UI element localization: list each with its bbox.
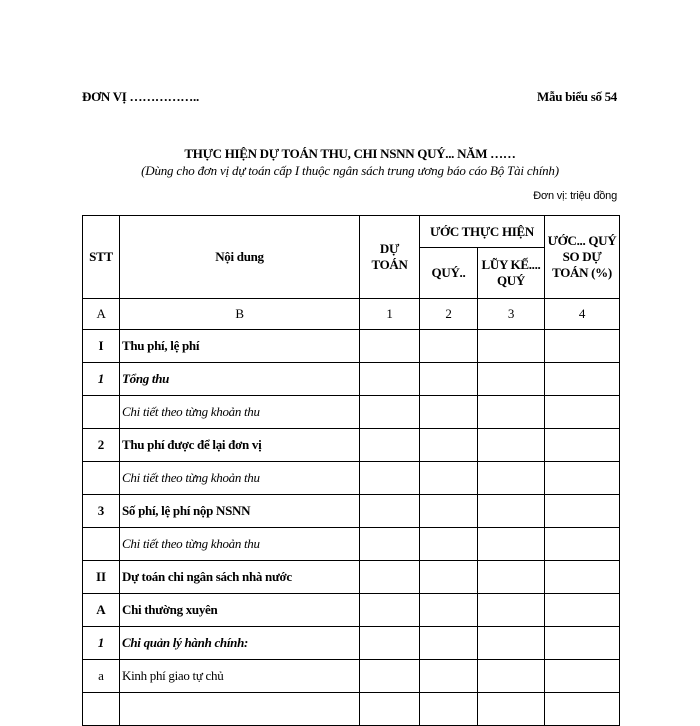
- value-cell: [478, 660, 545, 693]
- value-cell: [360, 462, 420, 495]
- report-subtitle: (Dùng cho đơn vị dự toán cấp I thuộc ngân sách trung ương báo cáo Bộ Tài chính): [141, 163, 559, 178]
- row-content: Thu phí, lệ phí: [120, 330, 360, 363]
- header-row: [83, 216, 620, 248]
- row-stt: [83, 693, 120, 726]
- row-content: Tổng thu: [120, 363, 360, 396]
- table-row: [83, 429, 620, 462]
- value-cell: [478, 693, 545, 726]
- row-stt: 3: [83, 495, 120, 528]
- table-row: [83, 594, 620, 627]
- value-cell: [420, 462, 478, 495]
- value-cell: [360, 363, 420, 396]
- row-stt: 1: [83, 627, 120, 660]
- value-cell: [478, 627, 545, 660]
- table-body: [83, 330, 620, 726]
- table-row: [83, 561, 620, 594]
- value-cell: [420, 660, 478, 693]
- form-number: Mẫu biểu số 54: [537, 89, 617, 104]
- value-cell: [478, 462, 545, 495]
- row-stt: 2: [83, 429, 120, 462]
- value-cell: [545, 528, 620, 561]
- value-cell: [420, 693, 478, 726]
- value-cell: [420, 396, 478, 429]
- column-index: 1: [360, 299, 420, 330]
- column-index-row: [83, 299, 620, 330]
- value-cell: [545, 561, 620, 594]
- value-cell: [420, 528, 478, 561]
- value-cell: [360, 528, 420, 561]
- value-cell: [478, 363, 545, 396]
- row-content: Chi quản lý hành chính:: [120, 627, 360, 660]
- row-content: [120, 693, 360, 726]
- value-cell: [478, 396, 545, 429]
- row-stt: a: [83, 660, 120, 693]
- value-cell: [420, 627, 478, 660]
- header-content: Nội dung: [120, 216, 360, 299]
- value-cell: [360, 396, 420, 429]
- row-content: Chi tiết theo từng khoản thu: [120, 462, 360, 495]
- table-row: [83, 627, 620, 660]
- value-cell: [545, 627, 620, 660]
- row-stt: [83, 396, 120, 429]
- value-cell: [478, 330, 545, 363]
- value-cell: [545, 396, 620, 429]
- row-stt: I: [83, 330, 120, 363]
- row-stt: 1: [83, 363, 120, 396]
- value-cell: [420, 363, 478, 396]
- value-cell: [545, 363, 620, 396]
- table-header: [83, 216, 620, 330]
- row-content: Chi thường xuyên: [120, 594, 360, 627]
- report-table: [82, 215, 620, 726]
- value-cell: [545, 693, 620, 726]
- row-content: Dự toán chi ngân sách nhà nước: [120, 561, 360, 594]
- value-cell: [360, 660, 420, 693]
- value-cell: [478, 561, 545, 594]
- column-index: A: [83, 299, 120, 330]
- value-cell: [478, 429, 545, 462]
- column-index: 4: [545, 299, 620, 330]
- value-cell: [545, 495, 620, 528]
- value-cell: [420, 594, 478, 627]
- value-cell: [545, 330, 620, 363]
- row-content: Chi tiết theo từng khoản thu: [120, 528, 360, 561]
- value-cell: [360, 594, 420, 627]
- header-estimate: DỰ TOÁN: [360, 216, 420, 299]
- value-cell: [478, 528, 545, 561]
- row-content: Thu phí được để lại đơn vị: [120, 429, 360, 462]
- row-stt: [83, 528, 120, 561]
- report-title: THỰC HIỆN DỰ TOÁN THU, CHI NSNN QUÝ... NĂM ……: [184, 146, 516, 161]
- row-content: Kinh phí giao tự chủ: [120, 660, 360, 693]
- table-row: [83, 528, 620, 561]
- table-row: [83, 660, 620, 693]
- value-cell: [545, 429, 620, 462]
- value-cell: [360, 330, 420, 363]
- value-cell: [420, 561, 478, 594]
- row-content: Số phí, lệ phí nộp NSNN: [120, 495, 360, 528]
- table-row: [83, 330, 620, 363]
- value-cell: [360, 429, 420, 462]
- column-index: 2: [420, 299, 478, 330]
- unit-label: ĐƠN VỊ ……………..: [82, 89, 199, 104]
- table-row: [83, 693, 620, 726]
- row-stt: [83, 462, 120, 495]
- row-stt: A: [83, 594, 120, 627]
- value-cell: [420, 429, 478, 462]
- value-cell: [360, 495, 420, 528]
- header-stt: STT: [83, 216, 120, 299]
- value-cell: [545, 660, 620, 693]
- currency-unit: Đơn vị: triệu đồng: [533, 190, 617, 202]
- value-cell: [478, 495, 545, 528]
- header-ratio: ƯỚC... QUÝ SO DỰ TOÁN (%): [545, 216, 620, 299]
- value-cell: [360, 693, 420, 726]
- value-cell: [420, 495, 478, 528]
- column-index: 3: [478, 299, 545, 330]
- value-cell: [545, 594, 620, 627]
- value-cell: [420, 330, 478, 363]
- row-content: Chi tiết theo từng khoản thu: [120, 396, 360, 429]
- value-cell: [360, 561, 420, 594]
- header-cumulative: LŨY KẾ.... QUÝ: [478, 248, 545, 299]
- value-cell: [545, 462, 620, 495]
- value-cell: [478, 594, 545, 627]
- table-row: [83, 495, 620, 528]
- value-cell: [360, 627, 420, 660]
- header-estimated-execution: ƯỚC THỰC HIỆN: [420, 216, 545, 248]
- table-row: [83, 363, 620, 396]
- table-row: [83, 462, 620, 495]
- header-quarter: QUÝ..: [420, 248, 478, 299]
- row-stt: II: [83, 561, 120, 594]
- column-index: B: [120, 299, 360, 330]
- table-row: [83, 396, 620, 429]
